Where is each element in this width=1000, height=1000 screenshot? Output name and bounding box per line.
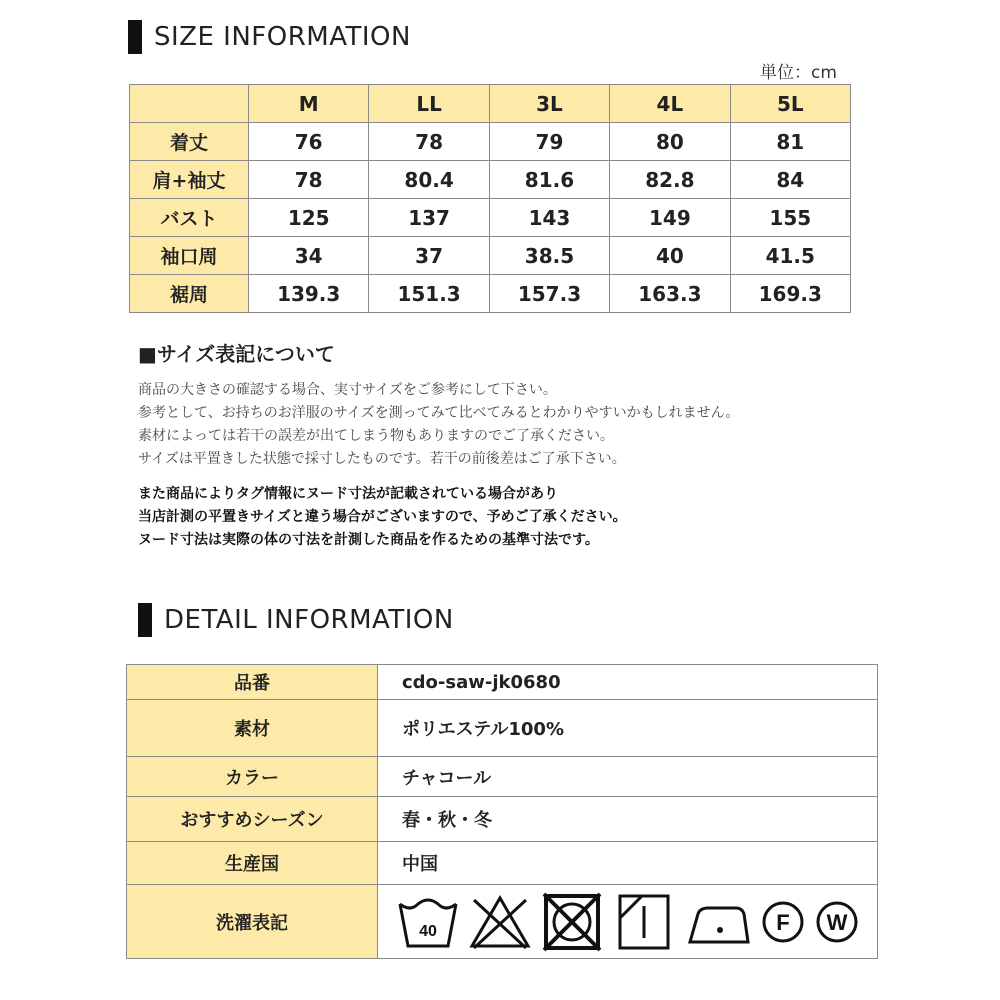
size-cell: 82.8 [610,161,730,199]
size-cell: 80 [610,123,730,161]
title-bar [138,603,152,637]
wash-temp-text: 40 [419,922,437,940]
corner-cell [130,85,249,123]
detail-section-title [138,603,454,637]
row-header: バスト [130,199,249,237]
detail-label: 品番 [127,665,378,700]
care-icons-cell [378,885,878,959]
size-cell: 143 [489,199,609,237]
detail-value: 春・秋・冬 [378,797,878,842]
notes-heading: ■サイズ表記について [138,342,335,366]
size-cell: 78 [249,161,369,199]
detail-label: 生産国 [127,842,378,885]
note-line: 素材によっては若干の誤差が出てしまう物もありますのでご了承ください。 [138,428,614,444]
size-cell: 163.3 [610,275,730,313]
table-row [130,123,851,161]
size-cell: 125 [249,199,369,237]
size-cell: 79 [489,123,609,161]
size-cell: 137 [369,199,489,237]
table-row [127,885,878,959]
size-cell: 40 [610,237,730,275]
table-row [127,757,878,797]
size-title-text: SIZE INFORMATION [154,22,411,52]
detail-value: チャコール [378,757,878,797]
detail-title-text: DETAIL INFORMATION [164,605,454,635]
size-cell: 81.6 [489,161,609,199]
detail-label: 素材 [127,700,378,757]
size-cell: 78 [369,123,489,161]
size-cell: 81 [730,123,850,161]
note-bold-line: ヌード寸法は実際の体の寸法を計測した商品を作るための基準寸法です。 [138,532,599,548]
line-dry-shade-icon [612,890,676,954]
wetclean-w-icon [814,899,860,945]
size-cell: 169.3 [730,275,850,313]
note-line: 商品の大きさの確認する場合、実寸サイズをご参考にして下さい。 [138,382,557,398]
row-header: 肩+袖丈 [130,161,249,199]
detail-label: カラー [127,757,378,797]
detail-label: 洗濯表記 [127,885,378,959]
detail-table [126,664,878,959]
note-bold-line: 当店計測の平置きサイズと違う場合がございますので、予めご了承ください。 [138,509,627,525]
table-row [127,665,878,700]
no-bleach-icon [468,890,532,954]
size-cell: 76 [249,123,369,161]
unit-label: 単位：cm [760,63,837,83]
table-row [130,237,851,275]
size-cell: 38.5 [489,237,609,275]
size-cell: 157.3 [489,275,609,313]
dryclean-f-icon [760,899,806,945]
table-row [130,199,851,237]
size-cell: 80.4 [369,161,489,199]
size-cell: 149 [610,199,730,237]
note-line: サイズは平置きした状態で採寸したものです。若干の前後差はご了承下さい。 [138,451,626,467]
row-header: 裾周 [130,275,249,313]
iron-low-icon [684,890,752,954]
size-cell: 139.3 [249,275,369,313]
table-row [127,700,878,757]
wash-40-icon [396,890,460,954]
size-table [129,84,851,313]
care-icons [396,890,877,954]
size-cell: 41.5 [730,237,850,275]
note-bold-line: また商品によりタグ情報にヌード寸法が記載されている場合があり [138,486,558,502]
note-line: 参考として、お持ちのお洋服のサイズを測ってみて比べてみるとわかりやすいかもしれません。 [138,405,740,421]
wetclean-letter: W [826,909,848,935]
dryclean-letter: F [776,909,790,935]
col-header: 3L [489,85,609,123]
table-row [130,275,851,313]
size-cell: 151.3 [369,275,489,313]
row-header: 着丈 [130,123,249,161]
size-cell: 34 [249,237,369,275]
size-header-row [130,85,851,123]
size-section-title [128,20,411,54]
table-row [127,842,878,885]
detail-label: おすすめシーズン [127,797,378,842]
detail-value: cdo-saw-jk0680 [378,665,878,700]
row-header: 袖口周 [130,237,249,275]
title-bar [128,20,142,54]
col-header: 5L [730,85,850,123]
col-header: LL [369,85,489,123]
detail-value: 中国 [378,842,878,885]
size-cell: 37 [369,237,489,275]
detail-value: ポリエステル100% [378,700,878,757]
size-cell: 155 [730,199,850,237]
table-row [130,161,851,199]
table-row [127,797,878,842]
col-header: 4L [610,85,730,123]
size-cell: 84 [730,161,850,199]
col-header: M [249,85,369,123]
no-tumble-dry-icon [540,890,604,954]
